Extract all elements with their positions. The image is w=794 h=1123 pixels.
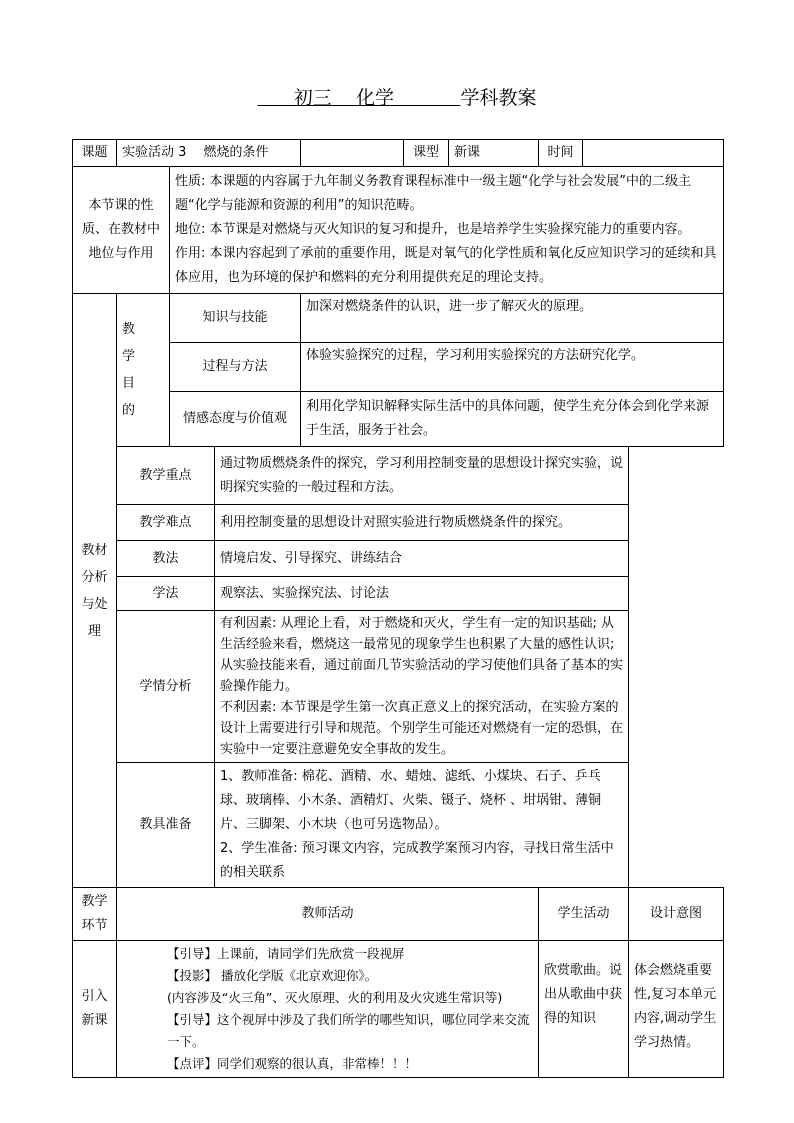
type-value: 新课 — [449, 140, 539, 167]
intro-row — [73, 941, 724, 1078]
analysis-label: 教材分析与处理 — [73, 294, 117, 888]
learning-label: 学法 — [117, 577, 215, 611]
student-activity-header: 学生活动 — [539, 888, 629, 941]
page-title — [0, 86, 794, 110]
status-content — [170, 167, 724, 294]
difficulties-text: 利用控制变量的思想设计对照实验进行物质燃烧条件的探究。 — [215, 505, 629, 541]
lesson-plan-table — [72, 139, 724, 1078]
methods-row — [73, 541, 724, 577]
design-intent-header: 设计意图 — [629, 888, 724, 941]
goal-process-text: 体验实验探究的过程，学习利用实验探究的方法研究化学。 — [301, 343, 724, 392]
process-header-row — [73, 888, 724, 941]
intro-content-note: (内容涉及“火三角”、灭火原理、火的利用及火灾逃生常识等) — [167, 990, 503, 1005]
students-favorable: 有利因素: 从理论上看，对于燃烧和灭火，学生有一定的知识基础; 从生活经验来看，燃烧这一最常见的现象学生也积累了大量的感性认识; 从实验技能来看，通过前面几节实验活动的学习使他们具备了基本的实验操作能力。 — [220, 616, 624, 694]
goal-row-knowledge — [73, 294, 724, 343]
learning-row — [73, 577, 724, 611]
key-points-row — [73, 447, 724, 505]
header-row — [73, 140, 724, 167]
difficulties-label: 教学难点 — [117, 505, 215, 541]
time-label: 时间 — [539, 140, 583, 167]
time-value — [583, 140, 724, 167]
lesson-label: 课题 — [73, 140, 117, 167]
methods-text: 情境启发、引导探究、讲练结合 — [215, 541, 629, 577]
materials-label: 教具准备 — [117, 763, 215, 888]
status-nature: 性质: 本课题的内容属于九年制义务教育课程标准中一级主题“化学与社会发展”中的二级主题“化学与能源和资源的利用”的知识范畴。 — [175, 174, 691, 213]
goal-process-label: 过程与方法 — [170, 343, 301, 392]
goal-row-emotion — [73, 392, 724, 447]
materials-student: 2、学生准备: 预习课文内容，完成教学案预习内容，寻找日常生活中的相关联系 — [220, 841, 614, 880]
intro-projection: 【投影】 播放化学版《北京欢迎你》。 — [167, 968, 378, 983]
intro-stage: 引入新课 — [73, 941, 117, 1078]
students-unfavorable: 不利因素: 本节课是学生第一次真正意义上的探究活动，在实验方案的设计上需要进行引导和规范。个别学生可能还对燃烧有一定的恐惧，在实验中一定要注意避免安全事故的发生。 — [220, 700, 624, 757]
lesson-value-spacer — [301, 140, 404, 167]
type-label: 课型 — [404, 140, 449, 167]
intro-student-activity: 欣赏歌曲。说出从歌曲中获得的知识 — [539, 941, 629, 1078]
title-grade: 初三 — [293, 87, 332, 109]
students-text — [215, 611, 629, 763]
intro-comment: 【点评】同学们观察的很认真，非常棒！！！ — [167, 1056, 418, 1071]
materials-row — [73, 763, 724, 888]
teacher-activity-header: 教师活动 — [117, 888, 539, 941]
title-underline — [258, 87, 461, 109]
students-label: 学情分析 — [117, 611, 215, 763]
key-points-label: 教学重点 — [117, 447, 215, 505]
status-position: 地位: 本节课是对燃烧与灭火知识的复习和提升，也是培养学生实验探究能力的重要内容。 — [175, 222, 691, 237]
intro-design-intent: 体会燃烧重要性,复习本单元内容,调动学生学习热情。 — [629, 941, 724, 1078]
intro-teacher-activity — [117, 941, 539, 1078]
goal-row-process — [73, 343, 724, 392]
status-role: 作用: 本课内容起到了承前的重要作用，既是对氧气的化学性质和氧化反应知识学习的延续和具体应用，也为环境的保护和燃料的充分利用提供充足的理论支持。 — [175, 246, 717, 285]
title-suffix: 学科教案 — [460, 87, 537, 109]
goal-knowledge-label: 知识与技能 — [170, 294, 301, 343]
goal-emotion-label: 情感态度与价值观 — [170, 392, 301, 447]
goal-knowledge-text: 加深对燃烧条件的认识，进一步了解灭火的原理。 — [301, 294, 724, 343]
status-label: 本节课的性质、在教材中地位与作用 — [73, 167, 170, 294]
materials-teacher: 1、教师准备: 棉花、酒精、水、蜡烛、滤纸、小煤块、石子、乒乓球、玻璃棒、小木条、酒精灯、火柴、镊子、烧杯 、坩埚钳、薄铜片、三脚架、小木块（也可另选物品）。 — [220, 769, 602, 832]
methods-label: 教法 — [117, 541, 215, 577]
goals-label: 教学目的 — [117, 294, 139, 447]
learning-text: 观察法、实验探究法、讨论法 — [215, 577, 629, 611]
status-row — [73, 167, 724, 294]
materials-text — [215, 763, 629, 888]
stage-header: 教学环节 — [73, 888, 117, 941]
intro-guide-1: 【引导】上课前，请同学们先欣赏一段视屏 — [167, 946, 405, 961]
title-subject: 化学 — [355, 87, 394, 109]
goal-emotion-text: 利用化学知识解释实际生活中的具体问题，使学生充分体会到化学来源于生活，服务于社会。 — [301, 392, 724, 447]
students-row — [73, 611, 724, 763]
difficulties-row — [73, 505, 724, 541]
key-points-text: 通过物质燃烧条件的探究，学习利用控制变量的思想设计探究实验，说明探究实验的一般过程和方法。 — [215, 447, 629, 505]
intro-guide-2: 【引导】这个视屏中涉及了我们所学的哪些知识，哪位同学来交流一下。 — [167, 1012, 530, 1049]
lesson-value: 实验活动 3 燃烧的条件 — [117, 140, 301, 167]
goals-spacer — [139, 294, 170, 447]
